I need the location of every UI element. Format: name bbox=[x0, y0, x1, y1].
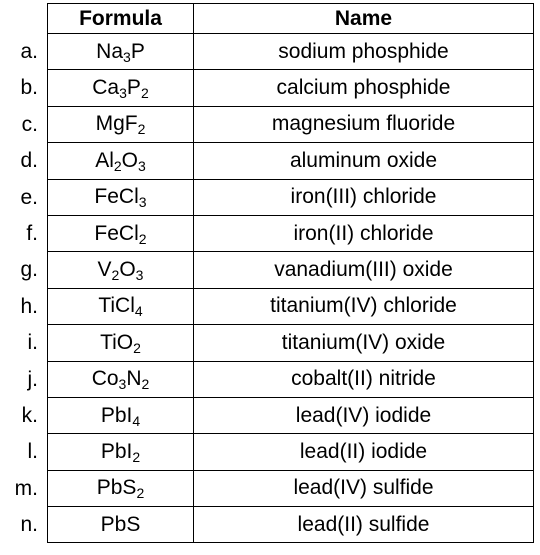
name-cell: iron(II) chloride bbox=[194, 215, 534, 251]
table-row bbox=[48, 325, 534, 361]
formula-text: PbI bbox=[100, 403, 133, 427]
formula-subscript: 2 bbox=[140, 85, 149, 102]
table-row bbox=[48, 106, 534, 142]
row-label: g. bbox=[20, 258, 38, 282]
formula-subscript: 2 bbox=[136, 485, 145, 502]
formula-cell bbox=[48, 361, 194, 397]
formula-subscript: 2 bbox=[141, 376, 150, 393]
table-row bbox=[48, 361, 534, 397]
formula-text: V bbox=[97, 258, 112, 282]
formula-cell bbox=[48, 106, 194, 142]
formula-cell bbox=[48, 470, 194, 506]
formula-cell bbox=[48, 143, 194, 179]
formula-text: Al bbox=[95, 148, 114, 172]
name-cell: aluminum oxide bbox=[194, 143, 534, 179]
formula-text: O bbox=[121, 148, 139, 172]
row-label: m. bbox=[14, 476, 38, 500]
table-row bbox=[48, 434, 534, 470]
name-cell: lead(IV) sulfide bbox=[194, 470, 534, 506]
formula-text: FeCl bbox=[94, 221, 139, 245]
formula-cell bbox=[48, 325, 194, 361]
formula-subscript: 3 bbox=[123, 48, 131, 65]
formula-text: FeCl bbox=[94, 185, 139, 209]
formula-subscript: 2 bbox=[132, 448, 141, 465]
name-cell: lead(II) iodide bbox=[194, 434, 534, 470]
table-row bbox=[48, 34, 534, 70]
formula-text: TiCl bbox=[98, 294, 135, 318]
table-row bbox=[48, 70, 534, 106]
name-cell: iron(III) chloride bbox=[194, 179, 534, 215]
row-label: e. bbox=[20, 185, 38, 209]
formula-subscript: 2 bbox=[137, 121, 146, 138]
row-label: j. bbox=[27, 367, 38, 391]
table-body bbox=[48, 34, 534, 543]
formula-subscript: 3 bbox=[138, 194, 147, 211]
name-cell: cobalt(II) nitride bbox=[194, 361, 534, 397]
formula-cell bbox=[48, 70, 194, 106]
name-cell: vanadium(III) oxide bbox=[194, 252, 534, 288]
table-row bbox=[48, 470, 534, 506]
name-cell: sodium phosphide bbox=[194, 34, 534, 70]
row-label: f. bbox=[26, 222, 38, 245]
compound-table bbox=[47, 3, 534, 543]
formula-cell bbox=[48, 288, 194, 324]
formula-cell bbox=[48, 215, 194, 251]
table-row bbox=[48, 179, 534, 215]
table-row bbox=[48, 507, 534, 543]
formula-text: TiO bbox=[100, 330, 134, 354]
row-label: l. bbox=[27, 440, 38, 464]
formula-subscript: 4 bbox=[132, 412, 141, 429]
formula-cell bbox=[48, 507, 194, 543]
table-row bbox=[48, 143, 534, 179]
formula-text: Co bbox=[91, 367, 119, 391]
formula-subscript: 3 bbox=[119, 85, 127, 102]
formula-subscript: 2 bbox=[111, 267, 120, 284]
formula-subscript: 3 bbox=[135, 267, 144, 284]
formula-subscript: 4 bbox=[134, 303, 143, 320]
row-label: i. bbox=[27, 331, 38, 355]
row-label: a. bbox=[20, 40, 38, 63]
formula-text: N bbox=[126, 367, 142, 391]
formula-text: PbS bbox=[100, 512, 141, 536]
name-cell: titanium(IV) chloride bbox=[194, 288, 534, 324]
row-label: n. bbox=[20, 513, 38, 537]
formula-text: MgF bbox=[95, 112, 138, 136]
formula-cell bbox=[48, 34, 194, 70]
formula-text: O bbox=[119, 258, 136, 282]
formula-subscript: 2 bbox=[113, 157, 122, 174]
name-cell: lead(II) sulfide bbox=[194, 507, 534, 543]
name-header: Name bbox=[194, 4, 534, 34]
row-label: b. bbox=[20, 76, 38, 100]
name-cell: titanium(IV) oxide bbox=[194, 325, 534, 361]
table-row bbox=[48, 215, 534, 251]
header-row bbox=[48, 4, 534, 34]
formula-subscript: 2 bbox=[138, 230, 147, 247]
row-label: c. bbox=[21, 112, 38, 136]
table-row bbox=[48, 288, 534, 324]
formula-cell bbox=[48, 252, 194, 288]
table-row bbox=[48, 397, 534, 433]
name-cell: lead(IV) iodide bbox=[194, 397, 534, 433]
formula-cell bbox=[48, 179, 194, 215]
name-cell: calcium phosphide bbox=[194, 70, 534, 106]
row-label: h. bbox=[20, 294, 38, 318]
formula-text: P bbox=[130, 39, 145, 63]
formula-text: PbS bbox=[96, 476, 137, 500]
table-row bbox=[48, 252, 534, 288]
name-cell: magnesium fluoride bbox=[194, 106, 534, 142]
formula-text: Ca bbox=[92, 76, 120, 100]
formula-cell bbox=[48, 434, 194, 470]
formula-text: Na bbox=[96, 39, 124, 63]
formula-subscript: 3 bbox=[118, 376, 127, 393]
formula-subscript: 2 bbox=[133, 339, 141, 356]
row-label: k. bbox=[21, 404, 38, 427]
formula-header: Formula bbox=[48, 4, 194, 34]
formula-subscript: 3 bbox=[138, 157, 146, 174]
formula-text: P bbox=[126, 76, 141, 100]
formula-text: PbI bbox=[100, 439, 133, 463]
formula-cell bbox=[48, 397, 194, 433]
row-label: d. bbox=[20, 149, 38, 173]
